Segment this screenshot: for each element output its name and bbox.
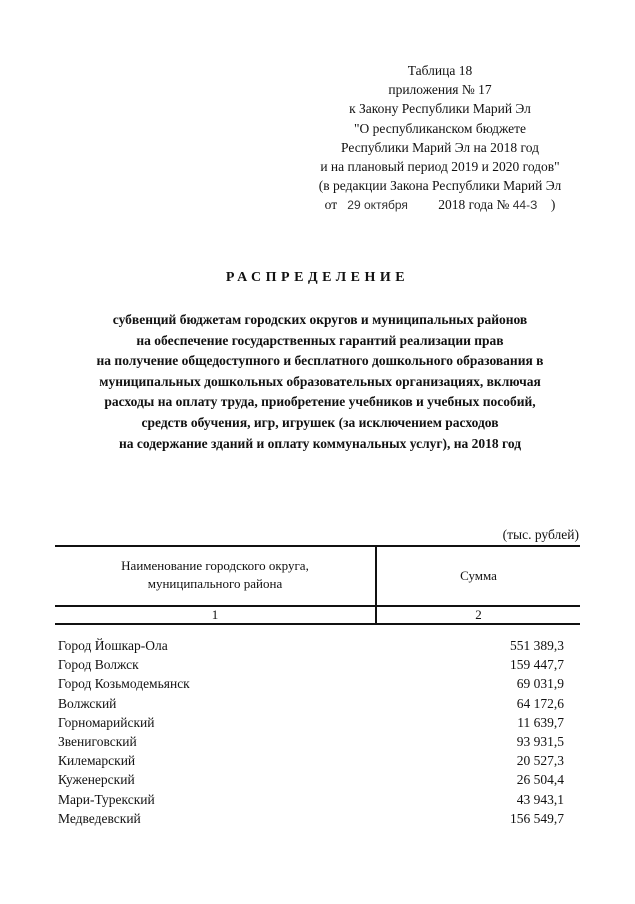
header-line: Республики Марий Эл на 2018 год [341,139,539,155]
col2-header: Сумма [460,568,497,583]
header-line: Таблица 18 [407,63,473,78]
district-name: Город Волжск [58,657,139,673]
table-row [58,770,564,789]
table-row [58,809,564,828]
document-title: РАСПРЕДЕЛЕНИЕ [225,270,410,285]
subtitle-line: расходы на оплату труда, приобретение учебников и учебных пособий, [104,394,536,410]
table-header [55,545,580,625]
col1-number: 1 [211,607,219,622]
amount-value: 159 447,7 [510,657,564,673]
document-subtitle [50,310,590,454]
district-name: Мари-Турекский [58,791,155,807]
ref-prefix: от [324,197,338,213]
subtitle-line: на получение общедоступного и бесплатного дошкольного образования в [96,353,544,369]
table-row [58,694,564,713]
district-name: Звениговский [58,733,137,749]
header-bottom-rule [55,623,580,625]
table-row [58,713,564,732]
district-name: Город Йошкар-Ола [58,638,168,653]
table-body [58,636,564,828]
table-row [58,732,564,751]
district-name: Горномарийский [58,714,155,730]
amount-value: 11 639,7 [517,714,564,730]
table-row [58,636,564,655]
subtitle-line: муниципальных дошкольных образовательных организациях, включая [99,373,541,389]
district-name: Куженерский [58,772,135,788]
header-line: к Закону Республики Марий Эл [349,101,531,117]
appendix-header [290,61,590,216]
district-name: Волжский [58,695,117,711]
ref-number: 44-З [512,198,538,213]
district-name: Килемарский [58,753,136,769]
amount-value: 93 931,5 [516,733,564,749]
header-line: (в редакции Закона Республики Марий Эл [318,178,562,194]
header-top-rule [55,545,580,547]
amount-value: 20 527,3 [516,753,564,769]
amount-value: 43 943,1 [516,791,564,807]
subtitle-line: на содержание зданий и оплату коммунальных услуг), на 2018 год [118,435,522,451]
header-line: "О республиканском бюджете [353,120,526,136]
header-line: и на плановый период 2019 и 2020 годов" [320,159,560,175]
subtitle-line: на обеспечение государственных гарантий реализации прав [136,332,504,348]
amount-value: 551 389,3 [510,638,564,653]
ref-close: ) [550,197,556,213]
table-row [58,655,564,674]
table-row [58,674,564,693]
district-name: Город Козьмодемьянск [58,676,190,692]
ref-year-text: 2018 года № [438,197,510,213]
table-row [58,790,564,809]
units-label: (тыс. рублей) [502,527,579,542]
district-name: Медведевский [58,810,141,826]
amount-value: 69 031,9 [516,676,564,692]
ref-date: 29 октября [347,198,408,213]
col1-header-line: муниципального района [147,576,283,591]
subtitle-line: средств обучения, игр, игрушек (за исключением расходов [141,414,499,430]
subtitle-line: субвенций бюджетам городских округов и муниципальных районов [112,312,528,327]
col2-number: 2 [475,607,482,622]
amount-value: 26 504,4 [516,772,564,788]
col1-header [55,557,375,593]
col1-header-line: Наименование городского округа, [121,558,309,573]
table-row [58,751,564,770]
law-reference-line [290,195,590,215]
amount-value: 156 549,7 [510,810,564,826]
header-line: приложения № 17 [388,82,492,98]
amount-value: 64 172,6 [516,695,564,711]
